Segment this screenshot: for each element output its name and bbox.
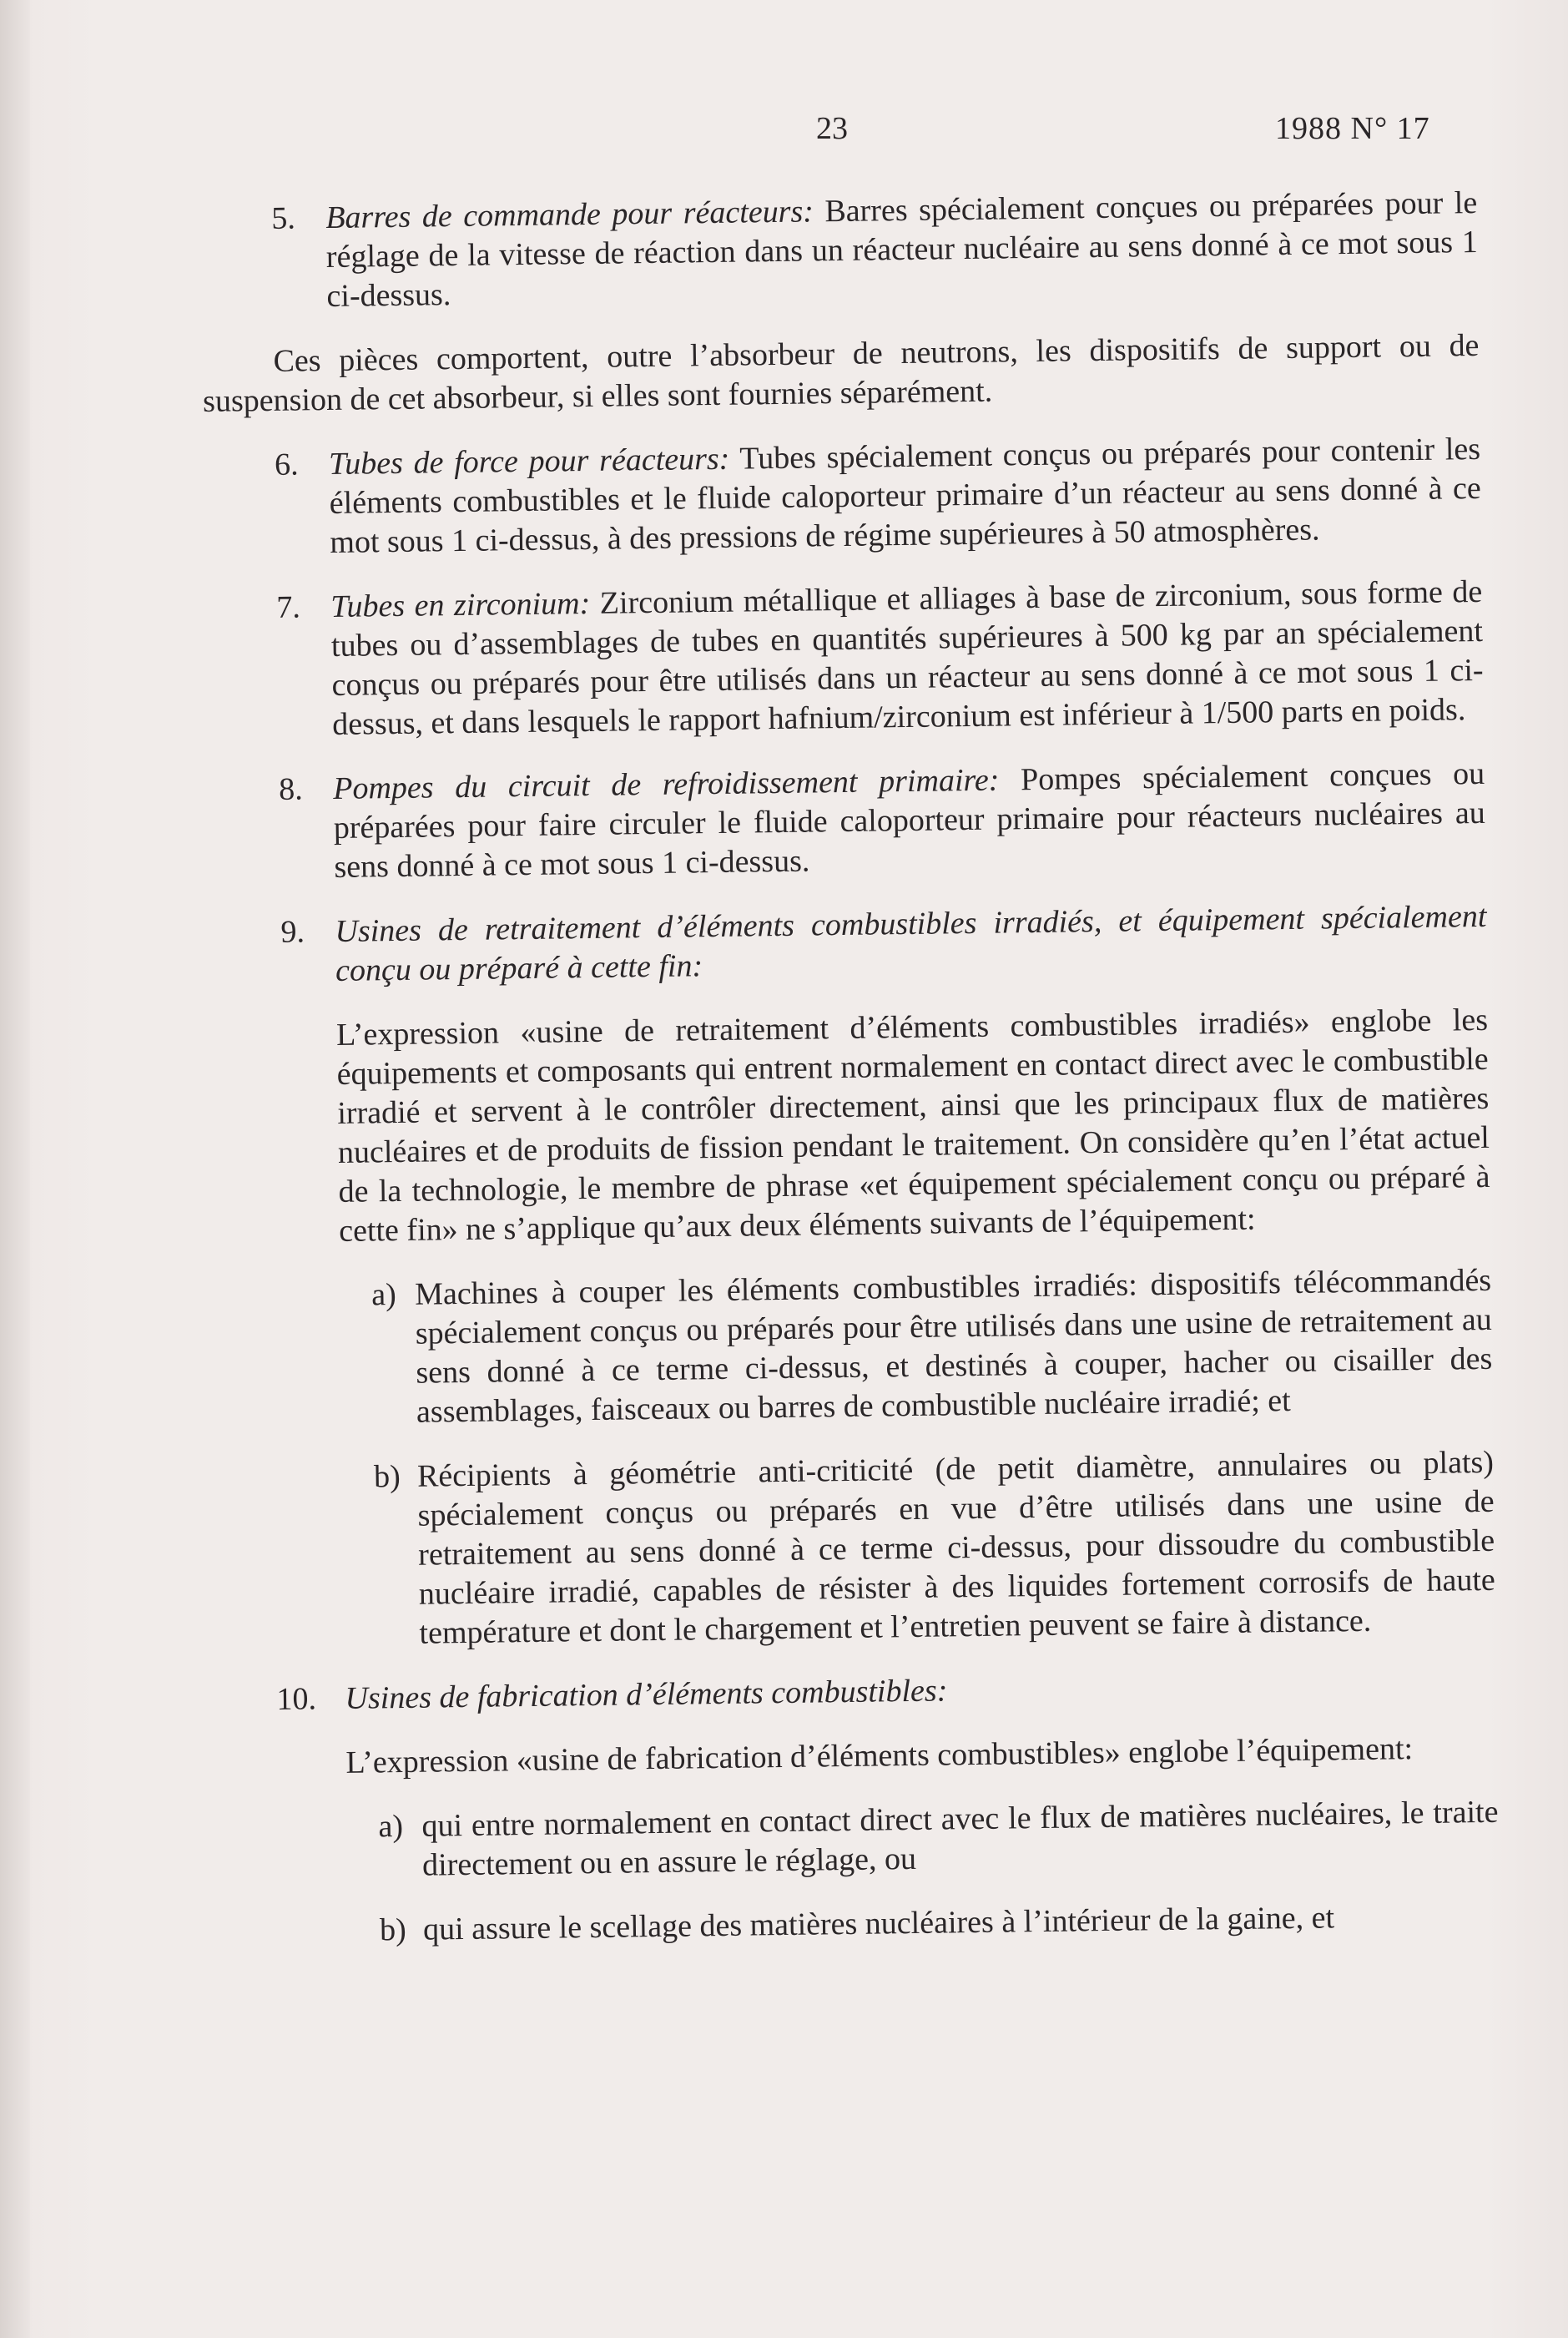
section-10 xyxy=(219,1664,1496,1720)
section-10-item-a xyxy=(221,1793,1499,1888)
item-text: Récipients à géométrie anti-criticité (de petit diamètre, annulaires ou plats) spécialement conçus ou préparés en vue d’être utilisés dans une usine de retraitement au sens donné à ce terme ci-dessus, pour dissoudre du combustible nucléaire irradié, capables de résister à des liquides fortement corrosifs de haute température et dont le chargement et l’entretien peuvent se faire à distance. xyxy=(416,1444,1496,1651)
section-text: Zirconium métallique et alliages à base de zirconium, sous forme de tubes ou d’assemblages de tubes en quantités supérieures à 500 kg par an spécialement conçus ou préparés pour être utilisés dans un réacteur au sens donné à ce mot sous 1 ci-dessus, et dans lesquels le rapport hafnium/zirconium est inférieur à 1/500 parts en poids. xyxy=(330,573,1484,742)
page-spine-shadow xyxy=(0,0,30,2338)
section-8 xyxy=(208,755,1486,889)
section-9 xyxy=(209,897,1487,992)
section-7 xyxy=(205,573,1484,746)
section-title: Usines de fabrication d’éléments combustibles: xyxy=(345,1673,948,1716)
section-title: Tubes de force pour réacteurs: xyxy=(328,441,730,482)
section-5-note: Ces pièces comportent, outre l’absorbeur de neutrons, les dispositifs de support ou de suspension de cet absorbeur, si elles sont fournies séparément. xyxy=(202,327,1480,419)
issue-number: 1988 N° 17 xyxy=(1275,111,1430,146)
section-title: Barres de commande pour réacteurs: xyxy=(325,194,814,236)
section-5 xyxy=(200,184,1479,318)
body-text xyxy=(200,184,1500,1977)
page-header xyxy=(0,110,1568,160)
item-letter: a) xyxy=(371,1277,396,1313)
item-letter: b) xyxy=(373,1458,401,1495)
section-number: 6. xyxy=(274,447,299,482)
item-letter: a) xyxy=(378,1808,404,1845)
section-text: Pompes spécialement conçues ou préparées pour faire circuler le fluide caloporteur primaire pour réacteurs nucléaires au sens donné à ce mot sous 1 ci-dessus. xyxy=(333,755,1486,885)
section-number: 9. xyxy=(280,914,305,950)
page-number: 23 xyxy=(816,111,848,146)
item-text: qui assure le scellage des matières nucléaires à l’intérieur de la gaine, et xyxy=(422,1900,1335,1947)
section-title: Usines de retraitement d’éléments combustibles irradiés, et équipement spécialement conçu ou préparé à cette fin: xyxy=(335,898,1487,988)
section-9-item-b xyxy=(217,1443,1496,1656)
section-title: Pompes du circuit de refroidissement primaire: xyxy=(332,762,1000,806)
section-title: Tubes en zirconium: xyxy=(330,585,591,624)
section-10-paragraph: L’expression «usine de fabrication d’éléments combustibles» englobe l’équipement: xyxy=(345,1731,1414,1780)
section-number: 10. xyxy=(276,1681,317,1717)
section-9-paragraph: L’expression «usine de retraitement d’éléments combustibles irradiés» englobe les équipements et composants qui entrent normalement en contact direct avec le combustible irradié et servent à le contrôler directement, ainsi que les principaux flux de matières nucléaires et de produits de fission pendant le traitement. On considère qu’en l’état actuel de la technologie, le membre de phrase «et équipement spécialement conçu ou préparé à cette fin» ne s’applique qu’aux deux éléments suivants de l’équipement: xyxy=(335,1002,1490,1249)
item-text: qui entre normalement en contact direct avec le flux de matières nucléaires, le traite directement ou en assure le réglage, ou xyxy=(421,1794,1499,1883)
section-text: Tubes spécialement conçus ou préparés pour contenir les éléments combustibles et le fluide caloporteur primaire d’un réacteur au sens donné à ce mot sous 1 ci-dessus, à des pressions de régime supérieures à 50 atmosphères. xyxy=(329,431,1481,560)
section-text: Barres spécialement conçues ou préparées pour le réglage de la vitesse de réaction dans un réacteur nucléaire au sens donné à ce mot sous 1 ci-dessus. xyxy=(325,184,1479,315)
section-10-item-b xyxy=(223,1896,1500,1952)
section-9-item-a xyxy=(214,1261,1493,1435)
item-letter: b) xyxy=(379,1911,407,1948)
section-number: 7. xyxy=(276,589,301,625)
section-number: 8. xyxy=(278,771,304,807)
section-6 xyxy=(204,430,1482,564)
section-number: 5. xyxy=(271,200,296,236)
item-text: Machines à couper les éléments combustibles irradiés: dispositifs télécommandés spécialement conçus ou préparés pour être utilisés dans une usine de retraitement au sens donné à ce terme ci-dessus, et destinés à couper, hacher ou cisailler des assemblages, faisceaux ou barres de combustible nucléaire irradié; et xyxy=(414,1262,1493,1430)
